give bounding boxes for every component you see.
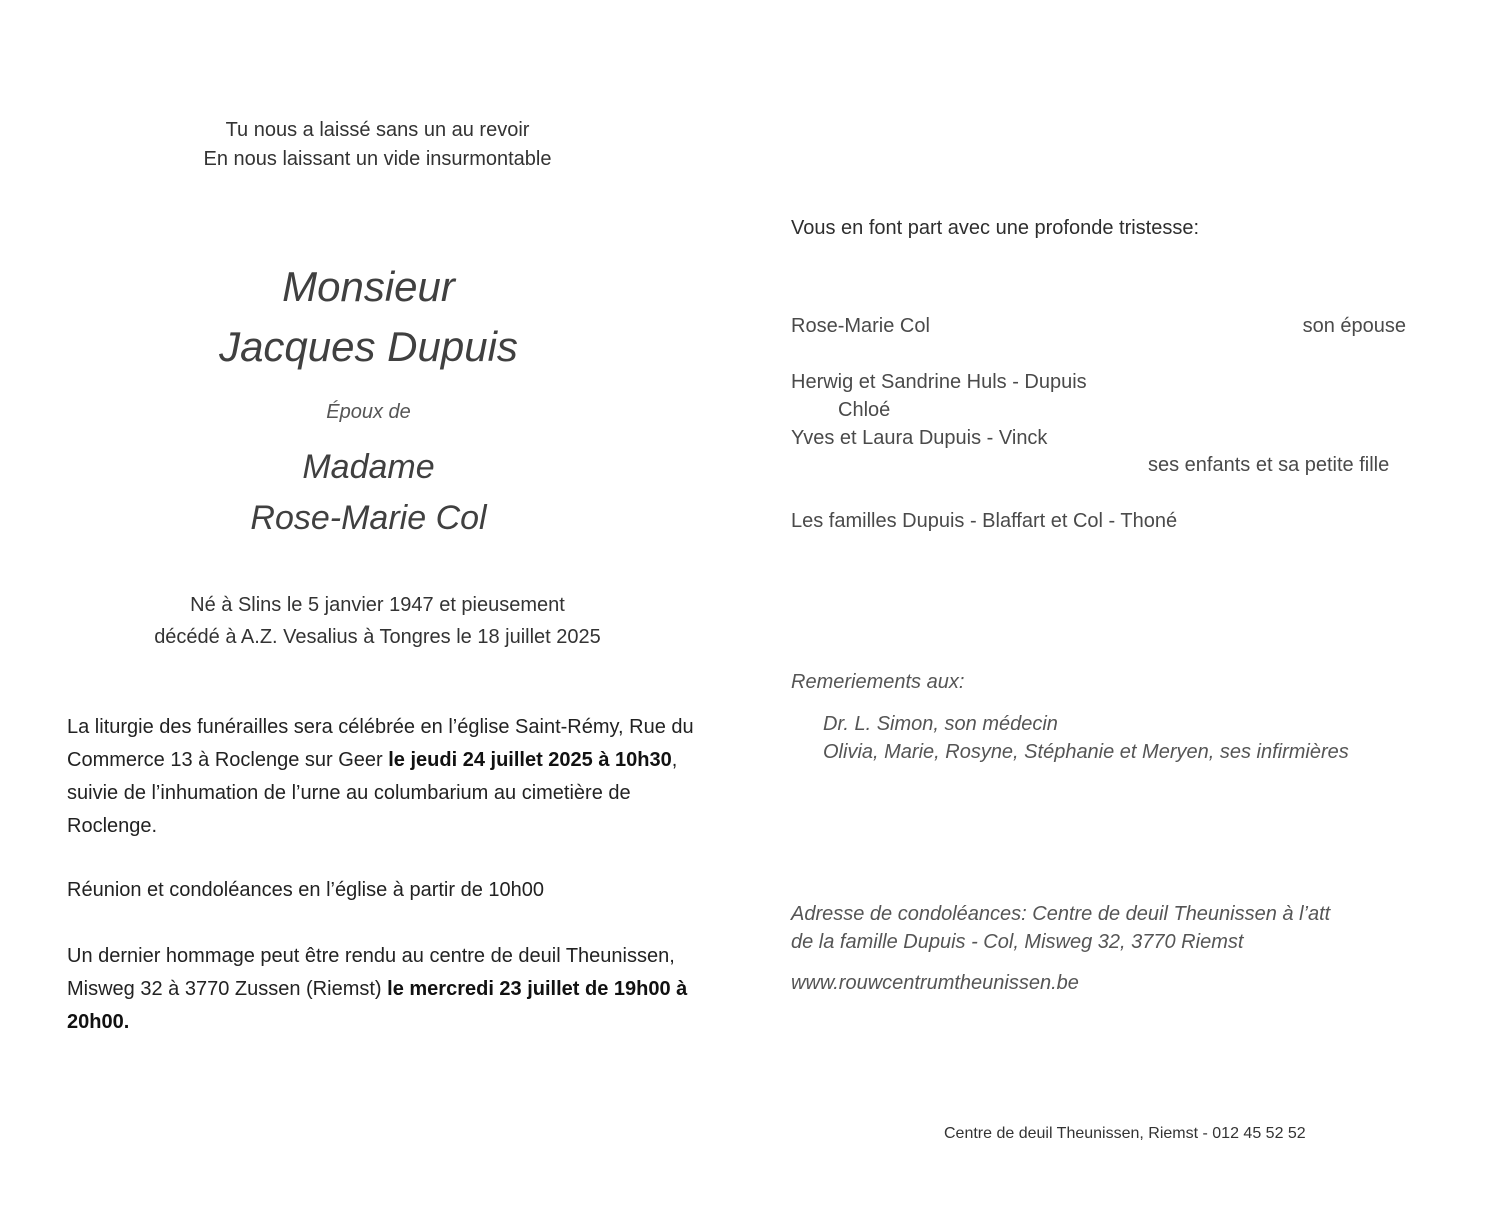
family-children-relation: ses enfants et sa petite fille xyxy=(1148,454,1390,476)
thanks-item-nurses: Olivia, Marie, Rosyne, Stéphanie et Meryen, ses infirmières xyxy=(823,741,1349,763)
reunion-paragraph: Réunion et condoléances en l’église à partir de 10h00 xyxy=(67,879,545,901)
announcement-intro: Vous en font part avec une profonde tristesse: xyxy=(791,217,1200,239)
family-children xyxy=(791,368,1406,452)
liturgy-date: le jeudi 24 juillet 2025 à 10h30 xyxy=(388,749,672,771)
family-child-2: Yves et Laura Dupuis - Vinck xyxy=(791,427,1048,449)
funeral-home-website: www.rouwcentrumtheunissen.be xyxy=(791,972,1079,994)
thanks-list xyxy=(823,710,1349,766)
birth-line: Né à Slins le 5 janvier 1947 et pieusement xyxy=(190,594,565,616)
thanks-heading: Remeriements aux: xyxy=(791,671,965,693)
memorial-verse xyxy=(0,116,755,174)
verse-line-2: En nous laissant un vide insurmontable xyxy=(203,148,552,170)
family-spouse-row xyxy=(791,312,1406,340)
spouse-name: Rose-Marie Col xyxy=(250,499,487,537)
family-spouse-name: Rose-Marie Col xyxy=(791,315,930,337)
family-spouse-relation: son épouse xyxy=(1302,315,1406,337)
spouse-title: Madame xyxy=(302,448,435,486)
hommage-paragraph xyxy=(67,940,717,1039)
condolence-address-line-2: de la famille Dupuis - Col, Misweg 32, 3770 Riemst xyxy=(791,931,1244,953)
hommage-text: Un dernier hommage peut être rendu au centre de deuil Theunissen, Misweg 32 à 3770 Zussen (Riemst) xyxy=(67,945,675,1000)
condolence-address-line-1: Adresse de condoléances: Centre de deuil Theunissen à l’att xyxy=(791,903,1331,925)
thanks-item-doctor: Dr. L. Simon, son médecin xyxy=(823,713,1058,735)
family-grandchild: Chloé xyxy=(838,399,891,421)
family-child-1: Herwig et Sandrine Huls - Dupuis xyxy=(791,371,1087,393)
liturgy-text: La liturgie des funérailles sera célébrée en l’église Saint-Rémy, Rue du Commerce 13 à Roclenge sur Geer xyxy=(67,716,694,771)
death-line: décédé à A.Z. Vesalius à Tongres le 18 juillet 2025 xyxy=(154,626,601,648)
deceased-name: Jacques Dupuis xyxy=(219,323,518,370)
birth-death-info xyxy=(0,589,755,653)
condolence-address xyxy=(791,900,1391,956)
liturgy-text-after: , suivie de l’inhumation de l’urne au columbarium au cimetière de Roclenge. xyxy=(67,749,678,837)
hommage-date: le mercredi 23 juillet de 19h00 à 20h00. xyxy=(67,978,688,1033)
family-extended: Les familles Dupuis - Blaffart et Col - Thoné xyxy=(791,510,1178,532)
verse-line-1: Tu nous a laissé sans un au revoir xyxy=(225,119,530,141)
liturgy-paragraph xyxy=(67,711,717,843)
footer-contact: Centre de deuil Theunissen, Riemst - 012 45 52 52 xyxy=(944,1125,1306,1142)
deceased-title: Monsieur xyxy=(282,263,455,310)
relation-label: Époux de xyxy=(326,401,411,423)
